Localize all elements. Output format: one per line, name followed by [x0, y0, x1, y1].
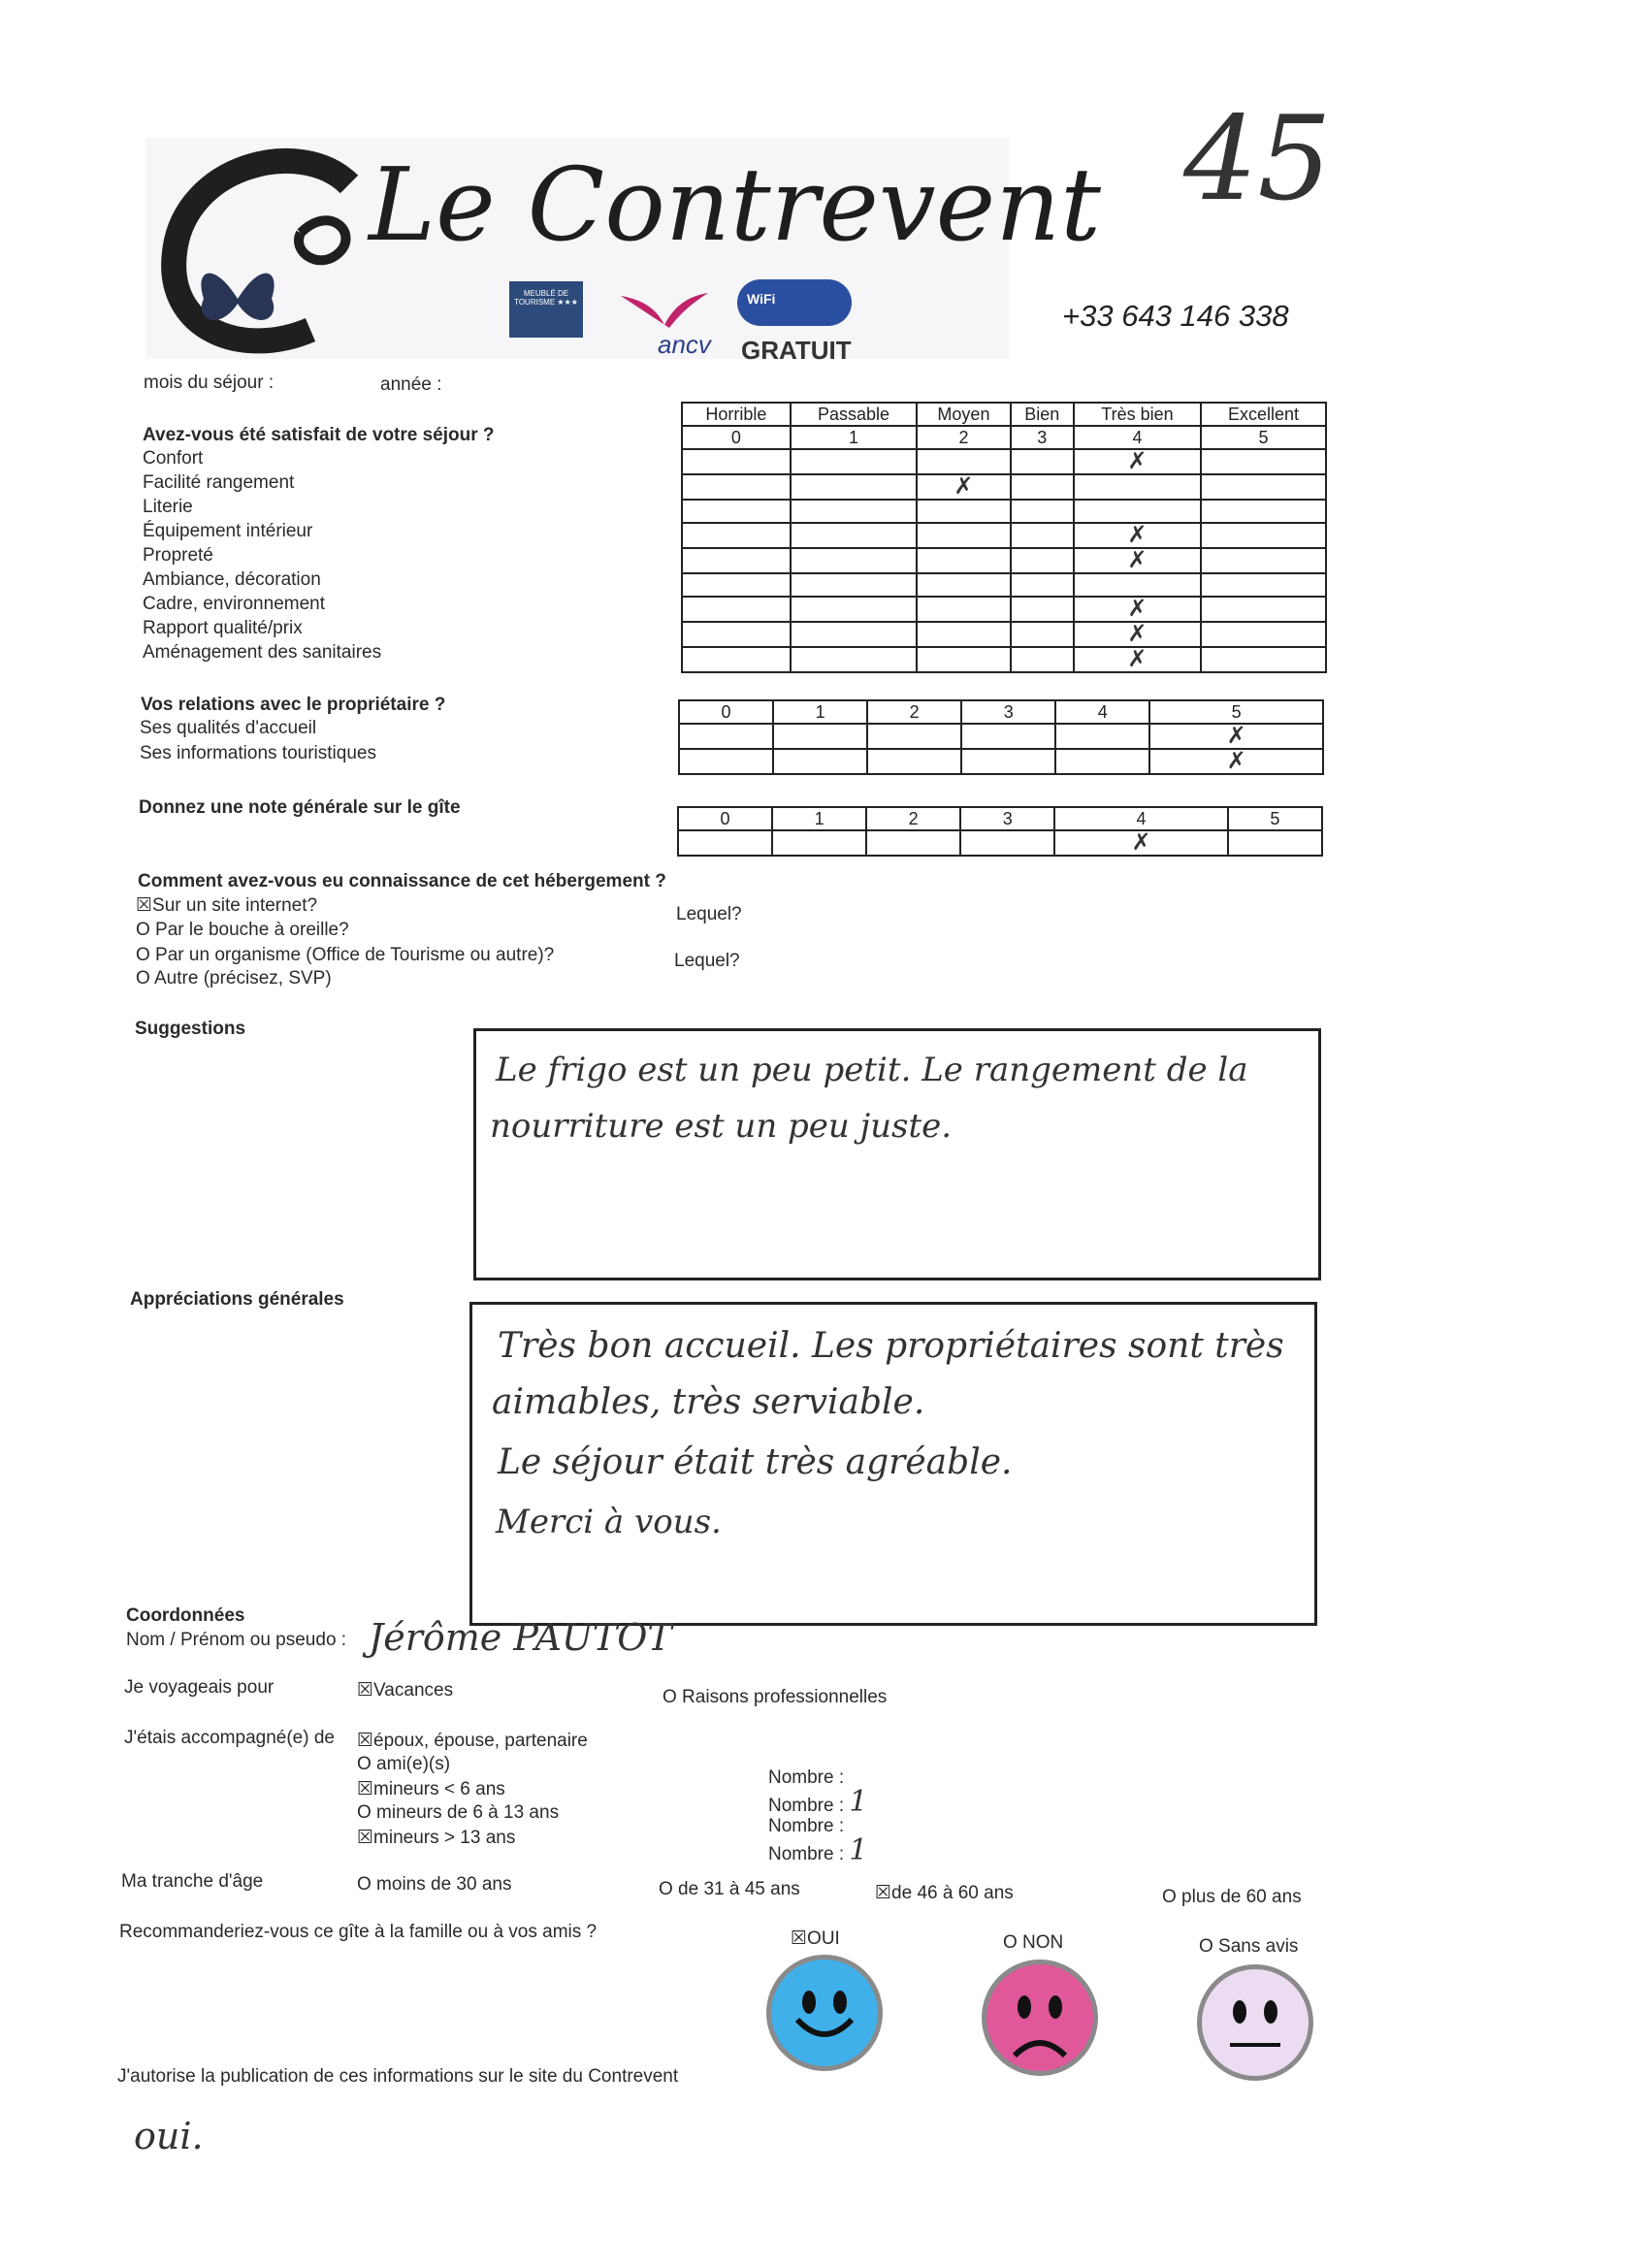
- satisfaction-cell[interactable]: [1201, 548, 1326, 573]
- satisfaction-cell[interactable]: [1201, 622, 1326, 647]
- satisfaction-cell[interactable]: [917, 548, 1010, 573]
- satisfaction-row: [682, 597, 1326, 622]
- sad-face-icon: [982, 1960, 1098, 2076]
- overall-header-cell: 2: [866, 807, 960, 830]
- satisfaction-row-label: Aménagement des sanitaires: [143, 642, 382, 663]
- satisfaction-cell[interactable]: [917, 500, 1010, 523]
- overall-header-cell: 5: [1228, 807, 1322, 830]
- owner-row: [679, 724, 1323, 749]
- satisfaction-row: [682, 548, 1326, 573]
- satisfaction-cell[interactable]: [1201, 449, 1326, 474]
- appreciations-line-3: Le séjour était très agréable.: [498, 1442, 1013, 1482]
- satisfaction-cell[interactable]: [1074, 573, 1201, 597]
- owner-cell[interactable]: [679, 724, 773, 749]
- owner-cell[interactable]: [867, 749, 961, 774]
- satisfaction-cell[interactable]: [1011, 474, 1074, 500]
- owner-cell[interactable]: [1055, 749, 1149, 774]
- cross-mark-icon: ✗: [1127, 521, 1148, 548]
- satisfaction-cell[interactable]: [791, 647, 918, 672]
- satisfaction-cell[interactable]: [1011, 548, 1074, 573]
- age-31-45: O de 31 à 45 ans: [659, 1879, 800, 1899]
- satisfaction-cell[interactable]: [917, 597, 1010, 622]
- nombre-row-2: Nombre : 1: [768, 1785, 868, 1819]
- source-option-organisme: O Par un organisme (Office de Tourisme ou autre)?: [136, 945, 555, 965]
- overall-cell[interactable]: [772, 830, 866, 856]
- stay-year-label: année :: [380, 374, 442, 395]
- name-label: Nom / Prénom ou pseudo :: [126, 1630, 347, 1650]
- satisfaction-row: [682, 647, 1326, 672]
- age-label: Ma tranche d'âge: [121, 1871, 264, 1892]
- satisfaction-cell[interactable]: [1011, 647, 1074, 672]
- source-title: Comment avez-vous eu connaissance de cet hébergement ?: [138, 871, 666, 891]
- overall-cell[interactable]: [866, 830, 960, 856]
- satisfaction-row-label: Propreté: [143, 545, 213, 566]
- wifi-label: WiFi: [747, 291, 776, 307]
- stay-month-label: mois du séjour :: [144, 373, 275, 393]
- overall-header-cell: 3: [960, 807, 1054, 830]
- satisfaction-row-label: Ambiance, décoration: [143, 569, 321, 590]
- ancv-bird-icon: [621, 291, 708, 330]
- satisfaction-cell[interactable]: [682, 474, 791, 500]
- appreciations-line-4: Merci à vous.: [496, 1503, 722, 1541]
- age-46-60: ☒de 46 à 60 ans: [875, 1882, 1014, 1903]
- satisfaction-header-cell: 1: [791, 426, 918, 449]
- owner-cell[interactable]: [961, 724, 1055, 749]
- pro-option: O Raisons professionnelles: [663, 1687, 888, 1707]
- satisfaction-cell[interactable]: [1074, 622, 1201, 647]
- satisfaction-header-cell: Moyen: [917, 403, 1010, 426]
- overall-header-cell: 0: [678, 807, 772, 830]
- satisfaction-header-cell: 0: [682, 426, 791, 449]
- coordonnees-title: Coordonnées: [126, 1605, 245, 1626]
- cross-mark-icon: ✗: [1226, 722, 1246, 749]
- satisfaction-cell[interactable]: [1201, 647, 1326, 672]
- cross-mark-icon: ✗: [1127, 447, 1148, 474]
- satisfaction-cell[interactable]: [682, 647, 791, 672]
- nombre-row-4: Nombre : 1: [768, 1833, 868, 1867]
- autorise-label: J'autorise la publication de ces informations sur le site du Contrevent: [117, 2066, 679, 2087]
- appreciations-label: Appréciations générales: [130, 1289, 344, 1310]
- age-over-60: O plus de 60 ans: [1162, 1887, 1302, 1907]
- nombre-row-3: Nombre :: [768, 1816, 845, 1836]
- form-number: 45: [1183, 92, 1332, 227]
- name-value: Jérôme PAUTOT: [369, 1616, 672, 1659]
- satisfaction-cell[interactable]: [1011, 622, 1074, 647]
- owner-cell[interactable]: [867, 724, 961, 749]
- lequel-label-1: Lequel?: [676, 904, 742, 924]
- appreciations-box: [469, 1302, 1317, 1626]
- satisfaction-cell[interactable]: [682, 622, 791, 647]
- vacances-option: ☒Vacances: [357, 1679, 454, 1701]
- checked-mark-icon: ☒: [875, 1882, 892, 1903]
- voyage-label: Je voyageais pour: [124, 1677, 275, 1698]
- butterfly-icon: [194, 260, 281, 338]
- satisfaction-cell[interactable]: [682, 548, 791, 573]
- satisfaction-row: [682, 474, 1326, 500]
- satisfaction-row-label: Cadre, environnement: [143, 594, 325, 614]
- overall-cell[interactable]: [960, 830, 1054, 856]
- satisfaction-row-label: Facilité rangement: [143, 472, 295, 493]
- recommend-label: Recommanderiez-vous ce gîte à la famille ou à vos amis ?: [119, 1922, 598, 1942]
- satisfaction-cell[interactable]: [1011, 573, 1074, 597]
- satisfaction-cell[interactable]: [1074, 548, 1201, 573]
- accomp-label: J'étais accompagné(e) de: [124, 1728, 335, 1748]
- overall-header-row: [678, 807, 1322, 830]
- satisfaction-cell[interactable]: [682, 523, 791, 548]
- satisfaction-header-cell: Horrible: [682, 403, 791, 426]
- cross-mark-icon: ✗: [1127, 546, 1148, 573]
- satisfaction-cell[interactable]: [1011, 500, 1074, 523]
- ancv-label: ancv: [658, 330, 711, 359]
- happy-face-icon: [766, 1955, 883, 2071]
- overall-row: [678, 830, 1322, 856]
- owner-cell[interactable]: [773, 724, 867, 749]
- satisfaction-cell[interactable]: [791, 548, 918, 573]
- satisfaction-header-cell: 5: [1201, 426, 1326, 449]
- satisfaction-cell[interactable]: [917, 647, 1010, 672]
- cross-mark-icon: ✗: [1131, 828, 1151, 856]
- satisfaction-cell[interactable]: [917, 622, 1010, 647]
- cross-mark-icon: ✗: [1127, 595, 1148, 622]
- satisfaction-row-label: Équipement intérieur: [143, 521, 313, 541]
- recommend-oui: ☒OUI: [791, 1928, 840, 1949]
- satisfaction-header-cell: Excellent: [1201, 403, 1326, 426]
- owner-title: Vos relations avec le propriétaire ?: [141, 695, 446, 715]
- satisfaction-cell[interactable]: [1011, 449, 1074, 474]
- satisfaction-row-label: Literie: [143, 497, 193, 517]
- nombre-row-1: Nombre :: [768, 1767, 845, 1788]
- checked-mark-icon: ☒: [357, 1730, 374, 1751]
- recommend-sans-avis: O Sans avis: [1199, 1936, 1299, 1957]
- satisfaction-cell[interactable]: [682, 500, 791, 523]
- checked-mark-icon: ☒: [357, 1679, 374, 1701]
- satisfaction-cell[interactable]: [1074, 597, 1201, 622]
- source-option-bouche: O Par le bouche à oreille?: [136, 920, 349, 940]
- accomp-epoux: ☒époux, épouse, partenaire: [357, 1730, 588, 1751]
- source-option-autre: O Autre (précisez, SVP): [136, 968, 332, 988]
- satisfaction-row-label: Rapport qualité/prix: [143, 618, 303, 638]
- satisfaction-cell[interactable]: [917, 449, 1010, 474]
- overall-cell[interactable]: [1228, 830, 1322, 856]
- overall-cell[interactable]: [1054, 830, 1228, 856]
- overall-header-cell: 1: [772, 807, 866, 830]
- overall-header-cell: 4: [1054, 807, 1228, 830]
- owner-header-cell: 0: [679, 700, 773, 724]
- brand-title: Le Contrevent: [369, 146, 1101, 264]
- satisfaction-row: [682, 573, 1326, 597]
- satisfaction-header-cell: Passable: [791, 403, 918, 426]
- satisfaction-title: Avez-vous été satisfait de votre séjour ?: [143, 425, 495, 445]
- satisfaction-row: [682, 523, 1326, 548]
- accomp-amis: O ami(e)(s): [357, 1754, 451, 1774]
- wifi-badge: [737, 279, 852, 326]
- satisfaction-header-cell: 2: [917, 426, 1010, 449]
- suggestions-line-1: Le frigo est un peu petit. Le rangement de la: [496, 1051, 1248, 1089]
- satisfaction-cell[interactable]: [682, 449, 791, 474]
- overall-cell[interactable]: [678, 830, 772, 856]
- owner-cell[interactable]: [679, 749, 773, 774]
- satisfaction-table: [681, 402, 1327, 673]
- satisfaction-cell[interactable]: [791, 622, 918, 647]
- owner-header-cell: 4: [1055, 700, 1149, 724]
- overall-title: Donnez une note générale sur le gîte: [139, 797, 461, 818]
- checked-mark-icon: ☒: [136, 894, 153, 916]
- recommend-non: O NON: [1003, 1932, 1064, 1953]
- meuble-tourisme-badge: MEUBLÉ DE TOURISME ★★★: [509, 281, 583, 338]
- suggestions-line-2: nourriture est un peu juste.: [490, 1107, 953, 1146]
- suggestions-box: [473, 1028, 1321, 1280]
- owner-table: [678, 699, 1324, 775]
- satisfaction-header-cell: Très bien: [1074, 403, 1201, 426]
- satisfaction-row: [682, 500, 1326, 523]
- owner-header-cell: 3: [961, 700, 1055, 724]
- satisfaction-header-cell: Bien: [1011, 403, 1074, 426]
- owner-header-cell: 5: [1149, 700, 1323, 724]
- satisfaction-cell[interactable]: [791, 523, 918, 548]
- satisfaction-cell[interactable]: [917, 474, 1010, 500]
- satisfaction-cell[interactable]: [1201, 474, 1326, 500]
- satisfaction-cell[interactable]: [791, 597, 918, 622]
- satisfaction-cell[interactable]: [791, 500, 918, 523]
- cross-mark-icon: ✗: [1226, 747, 1246, 774]
- satisfaction-cell[interactable]: [1011, 597, 1074, 622]
- satisfaction-cell[interactable]: [682, 573, 791, 597]
- satisfaction-row: [682, 622, 1326, 647]
- owner-row-label: Ses qualités d'accueil: [140, 718, 317, 738]
- suggestions-label: Suggestions: [135, 1019, 246, 1039]
- owner-row-label: Ses informations touristiques: [140, 743, 376, 763]
- appreciations-line-1: Très bon accueil. Les propriétaires sont très: [498, 1326, 1284, 1366]
- satisfaction-cell[interactable]: [1201, 597, 1326, 622]
- checked-mark-icon: ☒: [791, 1928, 808, 1949]
- phone-number: +33 643 146 338: [1062, 299, 1289, 333]
- source-option-internet: ☒Sur un site internet?: [136, 894, 318, 916]
- cross-mark-icon: ✗: [1127, 645, 1148, 672]
- satisfaction-cell[interactable]: [791, 573, 918, 597]
- owner-header-cell: 2: [867, 700, 961, 724]
- satisfaction-cell[interactable]: [1074, 449, 1201, 474]
- satisfaction-header-cell: 4: [1074, 426, 1201, 449]
- gratuit-label: GRATUIT: [741, 336, 852, 365]
- satisfaction-cell[interactable]: [1201, 500, 1326, 523]
- satisfaction-cell[interactable]: [1201, 573, 1326, 597]
- age-under-30: O moins de 30 ans: [357, 1874, 512, 1895]
- accomp-mineurs-6: ☒mineurs < 6 ans: [357, 1778, 505, 1799]
- satisfaction-cell[interactable]: [791, 449, 918, 474]
- owner-cell[interactable]: [1055, 724, 1149, 749]
- checked-mark-icon: ☒: [357, 1827, 374, 1848]
- satisfaction-cell[interactable]: [1074, 647, 1201, 672]
- satisfaction-header-row: [682, 426, 1326, 449]
- owner-cell[interactable]: [1149, 724, 1323, 749]
- satisfaction-cell[interactable]: [917, 573, 1010, 597]
- owner-header-cell: 1: [773, 700, 867, 724]
- overall-table: [677, 806, 1323, 857]
- owner-cell[interactable]: [773, 749, 867, 774]
- satisfaction-cell[interactable]: [1074, 523, 1201, 548]
- satisfaction-header-cell: 3: [1011, 426, 1074, 449]
- satisfaction-row-label: Confort: [143, 448, 204, 469]
- satisfaction-cell[interactable]: [682, 597, 791, 622]
- satisfaction-cell[interactable]: [1074, 500, 1201, 523]
- satisfaction-cell[interactable]: [1201, 523, 1326, 548]
- satisfaction-header-row: [682, 403, 1326, 426]
- cross-mark-icon: ✗: [1127, 620, 1148, 647]
- cross-mark-icon: ✗: [954, 472, 974, 500]
- satisfaction-cell[interactable]: [1074, 474, 1201, 500]
- autorise-answer: oui.: [134, 2115, 204, 2157]
- neutral-face-icon: [1197, 1964, 1313, 2081]
- owner-cell[interactable]: [1149, 749, 1323, 774]
- satisfaction-cell[interactable]: [917, 523, 1010, 548]
- accomp-mineurs-13: ☒mineurs > 13 ans: [357, 1827, 516, 1848]
- appreciations-line-2: aimables, très serviable.: [492, 1382, 925, 1422]
- owner-cell[interactable]: [961, 749, 1055, 774]
- satisfaction-row: [682, 449, 1326, 474]
- owner-header-row: [679, 700, 1323, 724]
- accomp-mineurs-6-13: O mineurs de 6 à 13 ans: [357, 1802, 560, 1823]
- lequel-label-2: Lequel?: [674, 951, 740, 971]
- owner-row: [679, 749, 1323, 774]
- satisfaction-cell[interactable]: [791, 474, 918, 500]
- checked-mark-icon: ☒: [357, 1778, 374, 1799]
- satisfaction-cell[interactable]: [1011, 523, 1074, 548]
